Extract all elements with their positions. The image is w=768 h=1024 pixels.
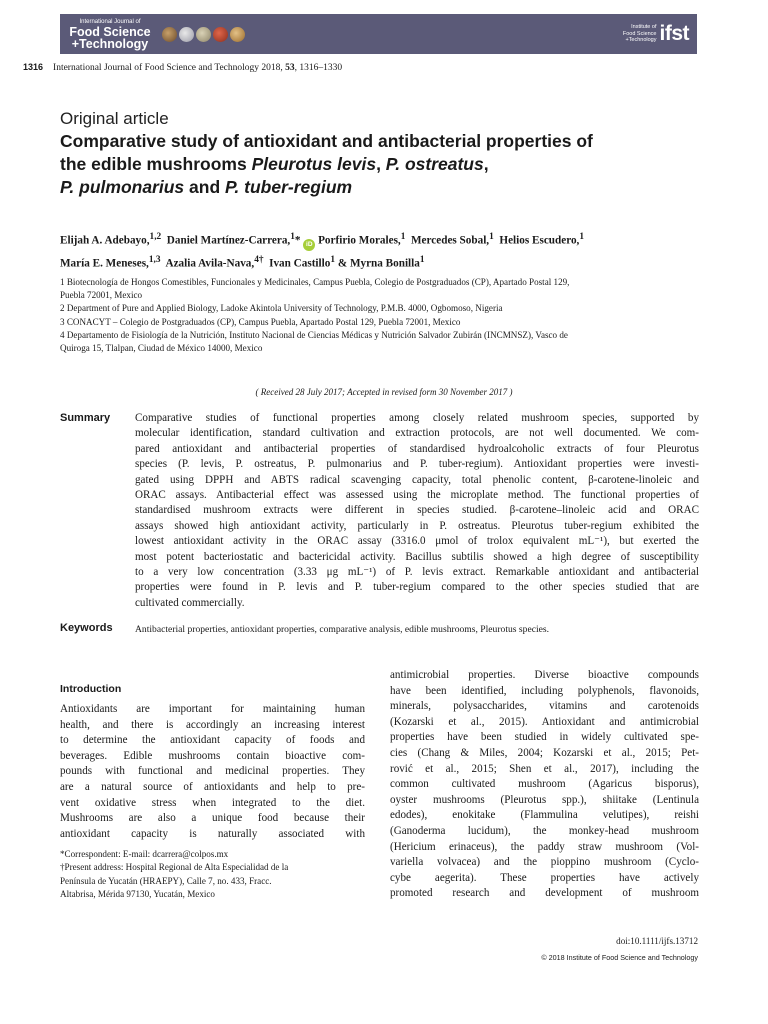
body-line: (Hericium erinaceus), the paddy straw mushroom (Vol- bbox=[390, 840, 699, 853]
keywords-text: Antibacterial properties, antioxidant properties, comparative analysis, edible mushrooms, Pleurotus species. bbox=[135, 624, 550, 635]
title-line bbox=[60, 153, 730, 176]
introduction-heading: Introduction bbox=[60, 683, 122, 695]
author-affiliation-sup: 1,3 bbox=[148, 254, 161, 265]
summary-line: gated using DPPH and ABTS radical scavenging capacity, total phenolic content, β-carotene-linoleic and bbox=[135, 473, 699, 486]
author-affiliation-sup: 1,2 bbox=[149, 232, 162, 242]
title-text: , bbox=[483, 154, 489, 174]
summary-line: cultivated commercially. bbox=[135, 596, 245, 609]
body-line: oyster mushrooms (Pleurotus spp.), shiitake (Lentinula bbox=[390, 793, 699, 806]
title-text: the edible mushrooms bbox=[60, 154, 252, 174]
title-line bbox=[60, 176, 730, 199]
title-text: , bbox=[376, 154, 386, 174]
summary-line: most potent bacteriostatic and bactericidal activity. Bacillus subtilis showed a high degree of susceptibility bbox=[135, 550, 699, 563]
author-affiliation-sup: 1 bbox=[400, 232, 406, 242]
footnotes bbox=[60, 848, 370, 902]
berries-icon bbox=[213, 27, 228, 42]
copyright: © 2018 Institute of Food Science and Technology bbox=[541, 953, 698, 962]
body-line: antioxidant capacity is naturally associated with bbox=[60, 827, 365, 840]
present-address-footnote: Península de Yucatán (HRAEPY), Calle 7, no. 433, Fracc. bbox=[60, 875, 272, 886]
author-affiliation-sup: 1 bbox=[290, 232, 295, 242]
affiliation-line: 3 CONACYT – Colegio de Postgraduados (CP), Campus Puebla, Apartado Postal 129, Puebla 72001, Mexico bbox=[60, 316, 461, 327]
title-line bbox=[60, 130, 730, 153]
grain-icon bbox=[196, 27, 211, 42]
journal-volume: 53 bbox=[285, 63, 295, 73]
body-line: edodes), enokitake (Flammulina velutipes), reishi bbox=[390, 809, 699, 822]
ifst-small-text-1: Institute of bbox=[631, 24, 657, 31]
author-name: Porfirio Morales, bbox=[318, 234, 401, 247]
summary-line: molecular identification, standard cultivation and extraction protocols, are not well documented. We com- bbox=[135, 427, 699, 440]
body-line: health, and there is accordingly an increasing interest bbox=[60, 718, 365, 731]
body-line: to determine the antioxidant capacity of foods and bbox=[60, 734, 365, 747]
body-line: common cultivated mushroom (Agaricus bisporus), bbox=[390, 778, 699, 791]
affiliation-line: Puebla 72001, Mexico bbox=[60, 290, 143, 301]
title-species: P. tuber-regium bbox=[225, 177, 353, 197]
affiliation-line: Quiroga 15, Tlalpan, Ciudad de México 14000, Mexico bbox=[60, 343, 263, 354]
received-dates: ( Received 28 July 2017; Accepted in revised form 30 November 2017 ) bbox=[255, 387, 513, 397]
summary-text bbox=[135, 411, 699, 611]
affiliation-line: 4 Departamento de Fisiología de la Nutrición, Instituto Nacional de Ciencias Médicas y Nutrición Salvador Zubirán (INCMNSZ), Vasco de bbox=[60, 329, 568, 340]
summary-label: Summary bbox=[60, 412, 111, 424]
keywords-label: Keywords bbox=[60, 622, 113, 634]
journal-logo-images bbox=[162, 27, 245, 42]
author-affiliation-sup: 1 bbox=[579, 232, 585, 242]
title-species: P. pulmonarius bbox=[60, 177, 185, 197]
body-line: are a natural source of antioxidants and help to pre- bbox=[60, 780, 365, 793]
orcid-icon[interactable]: iD bbox=[303, 239, 315, 251]
body-line: variella volvacea) and the pioppino mushroom (Cyclo- bbox=[390, 856, 699, 869]
journal-banner bbox=[60, 14, 697, 54]
journal-logo-line1: Food Science bbox=[69, 24, 151, 39]
page-number: 1316 bbox=[23, 62, 44, 72]
body-line: cybe aegerita). These properties have actively bbox=[390, 871, 699, 884]
author-name: Elijah A. Adebayo, bbox=[60, 234, 150, 247]
summary-line: lowest antioxidant activity in the ORAC assay (3316.0 μmol of trolox equivalent mL⁻¹), but exerted the bbox=[135, 535, 699, 548]
body-line: (Ganoderma lucidum), the monkey-head mushroom bbox=[390, 824, 699, 837]
body-line: antimicrobial properties. Diverse bioactive compounds bbox=[390, 669, 699, 681]
body-line: promoted research and development of mushroom bbox=[390, 887, 699, 900]
author-affiliation-sup: 1 bbox=[489, 232, 494, 242]
affiliation-line: 1 Biotecnología de Hongos Comestibles, Funcionales y Medicinales, Campus Puebla, Colegio de Postgraduados (CP), Apartado Postal 129, bbox=[60, 277, 570, 287]
doi[interactable]: doi:10.1111/ijfs.13712 bbox=[616, 936, 698, 946]
summary-line: assays showed high antioxidant activity, particularly in P. ostreatus. Pleurotus tuber-regium exhibited the bbox=[135, 519, 699, 532]
journal-citation: International Journal of Food Science and Technology 2018, bbox=[53, 63, 286, 73]
author-name: Azalia Avila-Nava, bbox=[165, 257, 255, 270]
body-line: vent oxidative stress when integrated to the diet. bbox=[60, 796, 365, 809]
body-line: Mushrooms are also a unique food because their bbox=[60, 812, 365, 825]
journal-logo-small-text: International Journal of bbox=[79, 18, 141, 25]
summary-line: Comparative studies of functional properties among closely related mushroom species, supported by bbox=[135, 412, 699, 424]
ifst-logo bbox=[623, 22, 697, 46]
author-line bbox=[60, 251, 740, 273]
summary-line: ORAC assays. Antibacterial effect was assessed using the microplate method. The functional properties of bbox=[135, 489, 699, 502]
body-line: rović et al., 2015; Shen et al., 2017), including the bbox=[390, 762, 699, 775]
author-affiliation-sup: 1 bbox=[330, 254, 336, 265]
journal-pages: , 1316–1330 bbox=[294, 63, 343, 73]
body-line: pounds with functional and medicinal properties. They bbox=[60, 765, 365, 778]
introduction-left-column bbox=[60, 702, 365, 842]
summary-line: to a very low concentration (3.33 μg mL⁻¹) of P. levis extract. Remarkable antioxidant and antibacterial bbox=[135, 566, 699, 579]
author-name: María E. Meneses, bbox=[60, 257, 149, 270]
article-type: Original article bbox=[60, 109, 169, 128]
body-line: (Kozarski et al., 2015). Antioxidant and antimicrobial bbox=[390, 715, 699, 728]
body-line: cies (Chang & Miles, 2004; Kozarski et al., 2015; Pet- bbox=[390, 746, 699, 759]
affiliation-line: 2 Department of Pure and Applied Biology, Ladoke Akintola University of Technology, P.M.B. 4000, Ogbomoso, Nigeria bbox=[60, 303, 503, 314]
summary-line: standardised mushroom extracts were different in species studied. β-carotene–linoleic acid and ORAC bbox=[135, 504, 699, 517]
body-line: properties have been studied in widely cultivated spe- bbox=[390, 731, 699, 744]
summary-line: pared antioxidant and antibacterial properties of standardised hydroalcoholic extracts of four Pleurotus bbox=[135, 442, 699, 455]
body-line: beverages. Edible mushrooms contain bioactive com- bbox=[60, 749, 365, 762]
body-line: have been identified, including polyphenols, flavonoids, bbox=[390, 684, 699, 697]
author-list bbox=[60, 228, 740, 272]
present-address-footnote: Altabrisa, Mérida 97130, Yucatán, Mexico bbox=[60, 889, 215, 900]
body-line: Antioxidants are important for maintaining human bbox=[60, 703, 365, 715]
present-address-footnote: †Present address: Hospital Regional de Alta Especialidad de la bbox=[60, 862, 289, 873]
running-head bbox=[23, 62, 342, 73]
ifst-small-text-3: +Technology bbox=[625, 37, 657, 44]
author-name: Myrna Bonilla bbox=[349, 257, 420, 270]
title-text: and bbox=[184, 177, 225, 197]
author-name: Daniel Martínez-Carrera, bbox=[166, 234, 291, 247]
title-species: P. ostreatus bbox=[385, 154, 484, 174]
bread-icon bbox=[230, 27, 245, 42]
introduction-right-column bbox=[390, 668, 699, 902]
author-affiliation-sup: 4† bbox=[254, 254, 264, 265]
title-text: Comparative study of antioxidant and antibacterial properties of bbox=[60, 131, 593, 151]
ifst-small-text-2: Food Science bbox=[622, 30, 657, 37]
summary-line: properties were found in P. levis and P. tuber-regium compared to the other species studied that are bbox=[135, 581, 699, 594]
author-name: Helios Escudero, bbox=[499, 234, 580, 247]
correspondent-footnote: *Correspondent: E-mail: dcarrera@colpos.mx bbox=[60, 849, 229, 859]
journal-logo bbox=[60, 19, 154, 50]
flask-icon bbox=[179, 27, 194, 42]
journal-logo-line2: +Technology bbox=[71, 36, 149, 51]
author-ampersand: & bbox=[335, 257, 350, 270]
article-title bbox=[60, 130, 730, 199]
summary-line: species (P. levis, P. ostreatus, P. pulmonarius and P. tuber-regium). Antioxidant properties were investi- bbox=[135, 458, 699, 471]
ifst-wordmark: ifst bbox=[659, 22, 689, 45]
author-name: Mercedes Sobal, bbox=[411, 234, 490, 247]
correspondent-mark: * bbox=[294, 234, 301, 247]
food-photo-icon bbox=[162, 27, 177, 42]
author-name: Ivan Castillo bbox=[269, 257, 331, 270]
body-line: minerals, polysaccharides, vitamins and carotenoids bbox=[390, 700, 699, 713]
author-line bbox=[60, 228, 740, 251]
title-species: Pleurotus levis bbox=[251, 154, 377, 174]
author-affiliation-sup: 1 bbox=[419, 254, 425, 265]
affiliations bbox=[60, 276, 710, 355]
